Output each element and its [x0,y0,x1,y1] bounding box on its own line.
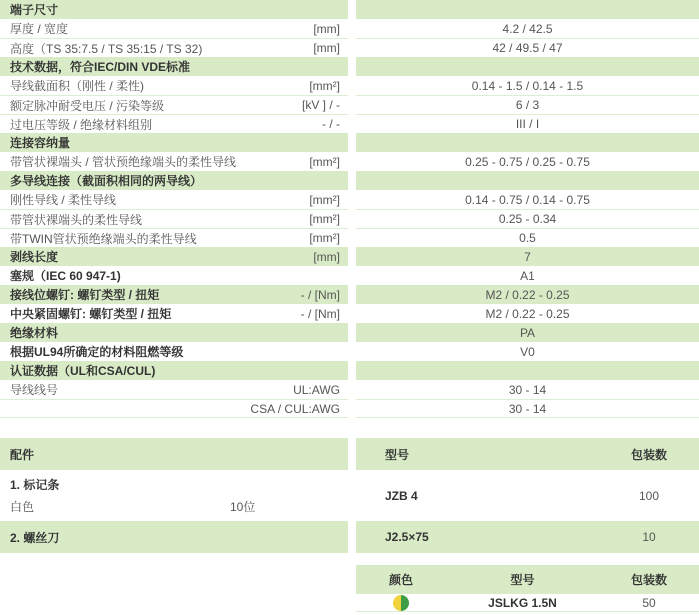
spec-label-cell [0,95,348,114]
color-table-header [356,565,699,594]
spec-value-cell [356,342,699,361]
spec-value-cell [356,95,699,114]
column-gutter [348,521,356,553]
spec-label-cell [0,285,348,304]
spec-value: 42 / 49.5 / 47 [492,41,563,55]
accessory-detail-qty: 10位 [230,500,256,514]
spec-label-cell [0,19,348,38]
spec-unit: CSA / CUL:AWG [250,401,340,416]
spec-value-cell [356,57,699,76]
spec-label: 连接容纳量 [10,136,71,150]
column-gutter [348,438,356,470]
spec-unit: [mm²] [309,154,340,169]
spec-label-cell [0,361,348,380]
spec-label: 塞规（IEC 60 947-1) [10,269,121,283]
spec-row [0,95,699,114]
spec-label: 导线截面积（刚性 / 柔性) [10,79,144,93]
accessory-detail [10,500,348,515]
accessory-row-marker-strip [0,470,699,521]
spec-row [0,304,699,323]
spec-unit: - / [Nm] [300,306,340,321]
accessory-model: J2.5×75 [385,530,429,544]
product-model: JSLKG 1.5N [488,595,557,610]
spec-unit: [mm] [313,249,340,264]
spec-unit: [kV ] / - [301,98,340,112]
spec-value-cell [356,228,699,247]
column-gutter [348,76,356,95]
spec-value-cell [356,209,699,228]
spec-unit: [mm²] [309,78,340,93]
spec-value-cell [356,19,699,38]
spec-label: 额定脉冲耐受电压 / 污染等级 [10,98,165,113]
spec-label-cell [0,57,348,76]
spec-unit: - / - [322,117,340,131]
spec-value-cell [356,152,699,171]
spec-unit: - / [Nm] [300,287,340,302]
spec-row [0,133,699,152]
spec-value: M2 / 0.22 - 0.25 [485,306,570,321]
spec-value: III / I [515,117,540,131]
accessories-header-right [356,438,699,470]
spec-value: M2 / 0.22 - 0.25 [485,287,570,302]
accessory-values-cell [356,470,699,521]
spec-label-cell [0,152,348,171]
spec-value-cell [356,380,699,399]
spec-label-cell [0,76,348,95]
qty-column-header: 包装数 [630,573,667,587]
column-gutter [348,266,356,285]
spec-label-cell [0,228,348,247]
qty-column-header: 包装数 [630,447,667,462]
spec-label-cell [0,133,348,152]
spec-label-cell [0,114,348,133]
spec-value-cell [356,247,699,266]
spec-row [0,209,699,228]
spec-row [0,19,699,38]
accessory-qty: 100 [638,488,660,503]
spec-value-cell [356,38,699,57]
spec-value-cell [356,76,699,95]
column-gutter [348,247,356,266]
spec-label: 高度（TS 35:7.5 / TS 35:15 / TS 32) [10,41,203,56]
spec-value-cell [356,323,699,342]
accessory-row-screwdriver [0,521,699,553]
spec-label: 过电压等级 / 绝缘材料组别 [10,117,153,132]
spec-row [0,285,699,304]
accessory-name-cell [0,470,348,521]
spec-value: 4.2 / 42.5 [502,21,553,36]
spec-row [0,152,699,171]
color-swatch-cell [356,595,446,611]
column-gutter [348,95,356,114]
model-column-header: 型号 [510,573,535,587]
column-gutter [348,285,356,304]
spec-value-cell [356,190,699,209]
column-gutter [348,399,356,418]
spec-label-cell [0,171,348,190]
color-table-row [356,594,699,612]
spec-row [0,190,699,209]
spec-value: PA [519,325,536,340]
column-gutter [348,228,356,247]
spec-value-cell [356,0,699,19]
spec-value: 0.25 - 0.34 [498,212,557,226]
spec-label-cell [0,399,348,418]
spec-row [0,361,699,380]
column-gutter [348,190,356,209]
spec-row [0,323,699,342]
spec-value-cell [356,399,699,418]
column-gutter [348,209,356,228]
spec-row [0,247,699,266]
accessories-header-row [0,438,699,470]
spec-value: 30 - 14 [508,382,547,397]
spec-row [0,399,699,418]
spec-value: V0 [520,344,535,359]
spec-label: 端子尺寸 [10,3,59,17]
spec-label-cell [0,342,348,361]
column-gutter [348,133,356,152]
spec-label: 带TWIN管状预绝缘端头的柔性导线 [10,231,197,246]
spec-value-cell [356,266,699,285]
spec-label: 绝缘材料 [10,326,59,340]
yellow-green-swatch-icon [393,595,409,611]
spec-label: 接线位螺钉: 螺钉类型 / 扭矩 [10,288,160,302]
column-gutter [348,171,356,190]
spec-label: 根据UL94所确定的材料阻燃等级 [10,345,184,359]
column-gutter [348,0,356,19]
color-column-header: 颜色 [388,573,413,587]
accessory-detail-color: 白色 [10,500,35,514]
model-column-header: 型号 [385,447,410,462]
spec-label: 刚性导线 / 柔性导线 [10,193,117,207]
spec-unit: [mm] [313,21,340,36]
spec-label-cell [0,266,348,285]
column-gutter [348,470,356,521]
spec-row [0,57,699,76]
spec-label: 剥线长度 [10,250,59,264]
spec-value: 0.25 - 0.75 / 0.25 - 0.75 [465,154,590,169]
spacer [0,565,356,612]
spec-label-cell [0,209,348,228]
spec-row [0,380,699,399]
spec-label-cell [0,190,348,209]
spec-unit: [mm²] [309,212,340,226]
spec-label: 认证数据（UL和CSA/CUL) [10,364,156,378]
spec-label-cell [0,380,348,399]
spec-label-cell [0,38,348,57]
spec-row [0,342,699,361]
spec-value: 6 / 3 [515,98,540,112]
spec-label: 带管状裸端头 / 管状预绝缘端头的柔性导线 [10,155,237,169]
column-gutter [348,152,356,171]
product-qty: 50 [642,595,656,610]
spec-label-cell [0,0,348,19]
spec-value-cell [356,114,699,133]
spec-unit: UL:AWG [293,382,340,397]
column-gutter [348,114,356,133]
spec-label: 多导线连接（截面积相同的两导线） [10,174,203,188]
spec-row [0,0,699,19]
spec-row [0,76,699,95]
spec-row [0,171,699,190]
accessory-name: 1. 标记条 [10,478,60,492]
accessory-name: 2. 螺丝刀 [10,530,60,545]
column-gutter [348,57,356,76]
spec-label: 厚度 / 宽度 [10,22,69,36]
spec-value: 0.14 - 1.5 / 0.14 - 1.5 [471,78,584,93]
accessory-qty: 10 [642,530,656,544]
spec-label-cell [0,304,348,323]
spec-unit: [mm²] [309,231,340,245]
accessory-model: JZB 4 [385,488,418,503]
spec-unit: [mm²] [309,192,340,207]
spec-value: 0.5 [519,231,536,245]
spec-value-cell [356,361,699,380]
accessories-title: 配件 [10,447,35,462]
accessory-name-cell [0,521,348,553]
accessories-title-cell [0,438,348,470]
color-table [356,565,699,612]
spec-value-cell [356,133,699,152]
column-gutter [348,342,356,361]
spec-row [0,38,699,57]
spec-value: 7 [524,249,531,264]
spec-row [0,114,699,133]
spec-label: 导线线号 [10,383,59,397]
spec-value-cell [356,285,699,304]
color-table-section [0,565,699,612]
spec-value: A1 [520,268,535,283]
column-gutter [348,380,356,399]
spec-unit: [mm] [313,41,340,55]
spec-value: 30 - 14 [508,401,547,416]
spec-label: 带管状裸端头的柔性导线 [10,212,143,227]
column-gutter [348,361,356,380]
column-gutter [348,19,356,38]
column-gutter [348,38,356,57]
spec-row [0,266,699,285]
accessory-values-cell [356,521,699,553]
column-gutter [348,304,356,323]
spec-value-cell [356,171,699,190]
spec-label-cell [0,323,348,342]
spec-value: 0.14 - 0.75 / 0.14 - 0.75 [465,192,590,207]
spec-label-cell [0,247,348,266]
spec-label: 中央紧固螺钉: 螺钉类型 / 扭矩 [10,307,172,321]
spec-label: 技术数据，符合IEC/DIN VDE标准 [10,60,191,74]
spec-row [0,228,699,247]
spec-value-cell [356,304,699,323]
column-gutter [348,323,356,342]
